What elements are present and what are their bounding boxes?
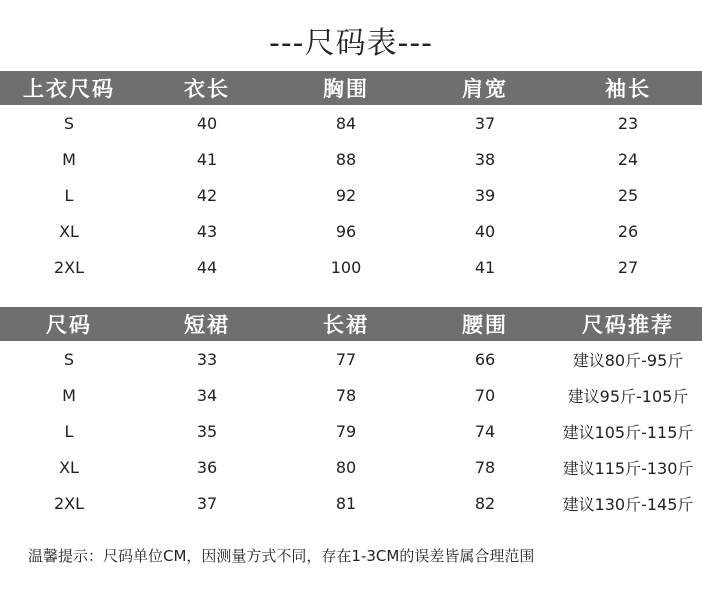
table-cell: 66 <box>474 349 496 369</box>
header-cell: 尺码 <box>46 313 92 337</box>
table-row <box>0 413 702 449</box>
table-cell: 80 <box>335 457 357 477</box>
header-cell: 短裙 <box>184 313 230 337</box>
table-row <box>0 141 702 177</box>
page-title: ---尺码表--- <box>269 26 433 61</box>
table-cell: XL <box>59 457 79 477</box>
table-cell: 44 <box>196 257 218 277</box>
table-cell: L <box>64 185 74 205</box>
table-cell: 27 <box>617 257 639 277</box>
table-cell: 36 <box>196 457 218 477</box>
table-cell: 70 <box>474 385 496 405</box>
header-cell: 肩宽 <box>462 77 508 101</box>
table-cell: 40 <box>196 113 218 133</box>
table-cell: 96 <box>335 221 357 241</box>
top-size-table <box>0 71 702 285</box>
table-cell: 38 <box>474 149 496 169</box>
header-cell: 胸围 <box>323 77 369 101</box>
table-cell: 37 <box>474 113 496 133</box>
table-cell: 82 <box>474 493 496 513</box>
table-cell: 建议95斤-105斤 <box>567 386 689 406</box>
table-cell: 41 <box>196 149 218 169</box>
table-cell: 建议80斤-95斤 <box>572 350 684 370</box>
bottom-size-table <box>0 307 702 521</box>
table-row <box>0 449 702 485</box>
header-cell: 腰围 <box>462 313 508 337</box>
table-cell: 23 <box>617 113 639 133</box>
table-cell: 92 <box>335 185 357 205</box>
table-row <box>0 341 702 377</box>
table-row <box>0 213 702 249</box>
table-cell: 42 <box>196 185 218 205</box>
table-cell: 39 <box>474 185 496 205</box>
table-header <box>0 71 702 105</box>
table-cell: 79 <box>335 421 357 441</box>
table-cell: 88 <box>335 149 357 169</box>
table-cell: 24 <box>617 149 639 169</box>
table-cell: M <box>62 149 76 169</box>
table-cell: 77 <box>335 349 357 369</box>
table-cell: 2XL <box>53 257 85 277</box>
header-cell: 上衣尺码 <box>23 77 115 101</box>
header-cell: 长裙 <box>323 313 369 337</box>
table-cell: 78 <box>335 385 357 405</box>
table-row <box>0 249 702 285</box>
table-cell: 2XL <box>53 493 85 513</box>
table-cell: 26 <box>617 221 639 241</box>
table-cell: 33 <box>196 349 218 369</box>
table-cell: 84 <box>335 113 357 133</box>
table-cell: 建议115斤-130斤 <box>562 458 694 478</box>
table-cell: S <box>63 349 75 369</box>
table-cell: 100 <box>330 257 362 277</box>
table-cell: S <box>63 113 75 133</box>
table-cell: L <box>64 421 74 441</box>
header-cell: 袖长 <box>605 77 651 101</box>
table-cell: 建议130斤-145斤 <box>562 494 694 514</box>
table-cell: M <box>62 385 76 405</box>
table-cell: 25 <box>617 185 639 205</box>
table-header <box>0 307 702 341</box>
table-cell: 43 <box>196 221 218 241</box>
table-row <box>0 105 702 141</box>
table-cell: 74 <box>474 421 496 441</box>
measurement-note: 温馨提示：尺码单位CM，因测量方式不同，存在1-3CM的误差皆属合理范围 <box>28 547 535 565</box>
table-cell: 40 <box>474 221 496 241</box>
header-cell: 衣长 <box>184 77 230 101</box>
table-row <box>0 485 702 521</box>
table-cell: 35 <box>196 421 218 441</box>
table-cell: 41 <box>474 257 496 277</box>
table-cell: 建议105斤-115斤 <box>562 422 694 442</box>
table-cell: XL <box>59 221 79 241</box>
table-cell: 37 <box>196 493 218 513</box>
table-cell: 81 <box>335 493 357 513</box>
table-row <box>0 377 702 413</box>
table-cell: 34 <box>196 385 218 405</box>
table-row <box>0 177 702 213</box>
header-cell: 尺码推荐 <box>582 313 674 337</box>
table-cell: 78 <box>474 457 496 477</box>
